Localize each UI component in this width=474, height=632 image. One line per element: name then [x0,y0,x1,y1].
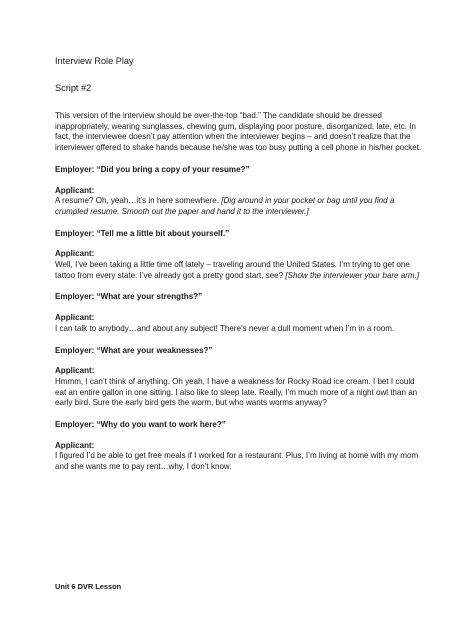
applicant-label-3: Applicant: [55,313,95,323]
answer-text-2: Well, I’ve been taking a little time off lately – traveling around the United States. I’m trying to get one tattoo from every state. I’ve already got a pretty good start, see? [55,260,410,280]
applicant-label-4: Applicant: [55,366,95,376]
exchange-3 [55,292,427,334]
intro-paragraph: This version of the interview should be over-the-top “bad.” The candidate should be dressed inappropriately, wearing sunglasses, chewing gum, displaying poor posture, disorganized, late, etc. In fact, the interviewee doesn’t pay attention when the interviewer begins – and doesn’t realize that the interviewer offered to shake hands because he/she was too busy putting a cell phone in his/her pocket. [55,111,422,153]
applicant-answer-4: Hmmm, I can’t think of anything. Oh yeah, I have a weakness for Rocky Road ice cream. I bet I could eat an entire gallon in one sitting. I also like to sleep late. Really, I’m much more of a night owl than an early bird. Sure the early bird gets the worm, but who wants worms anyway? [55,376,418,408]
employer-question-4: Employer: “What are your weaknesses?” [55,345,213,355]
document-page [55,56,427,484]
exchange-5 [55,420,427,473]
exchange-2 [55,229,427,282]
employer-question-3: Employer: “What are your strengths?” [55,292,203,302]
answer-text-1: A resume? Oh, yeah…it’s in here somewhere. [55,196,222,206]
page-footer: Unit 6 DVR Lesson [55,582,122,591]
applicant-label-2: Applicant: [55,249,95,259]
applicant-answer-2 [55,260,427,281]
document-title: Interview Role Play [55,56,134,66]
stage-direction-1: [Dig around in your pocket or bag until you find a crumpled resume. Smooth out the paper and hand it to the interviewer.] [55,196,395,216]
applicant-label-1: Applicant: [55,185,95,195]
applicant-answer-1 [55,196,427,217]
exchange-1 [55,165,427,218]
exchange-4 [55,346,427,410]
employer-question-1: Employer: “Did you bring a copy of your resume?” [55,164,250,174]
employer-question-5: Employer: “Why do you want to work here?” [55,420,226,430]
employer-question-2: Employer: “Tell me a little bit about yourself.” [55,228,230,238]
applicant-answer-3: I can talk to anybody…and about any subject! There’s never a dull moment when I’m in a room. [55,323,395,333]
applicant-answer-5: I figured I’d be able to get free meals if I worked for a restaurant. Plus, I’m living at home with my mom and she wants me to pay rent…why, I don’t know. [55,451,419,472]
stage-direction-2: [Show the interviewer your bare arm.] [285,270,420,280]
script-label: Script #2 [55,83,92,93]
applicant-label-5: Applicant: [55,440,95,450]
